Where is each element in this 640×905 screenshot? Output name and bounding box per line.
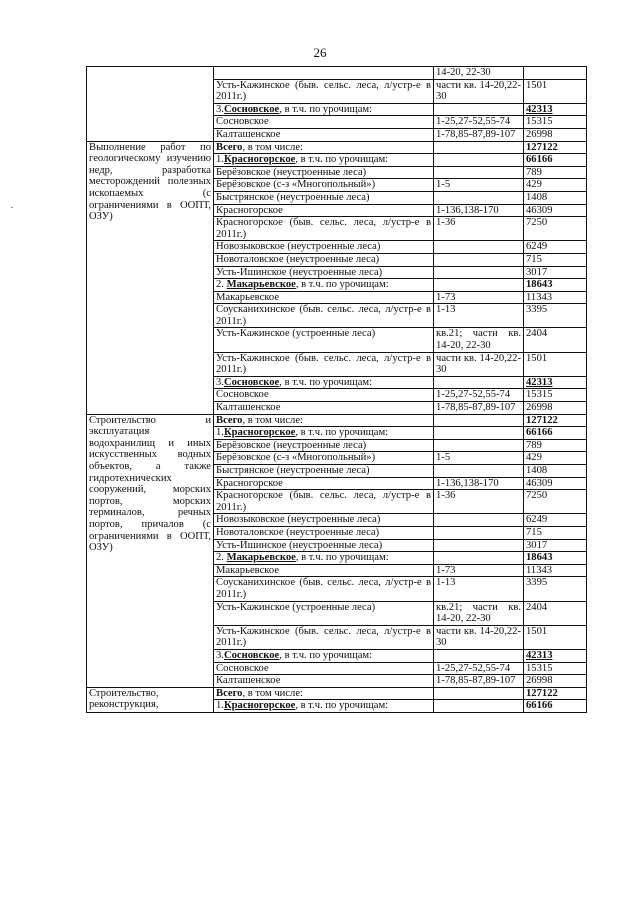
quarter-numbers-cell: 1-36	[434, 217, 524, 241]
margin-mark: ·	[10, 202, 14, 214]
quarter-numbers-cell	[434, 439, 524, 452]
forest-name-cell	[214, 103, 434, 116]
area-ha-cell: 715	[524, 526, 587, 539]
forest-name-cell: Красногорское (быв. сельс. леса, л/устр-е в 2011г.)	[214, 490, 434, 514]
area-ha-cell: 2404	[524, 601, 587, 625]
forest-name-cell: Усть-Ишинское (неустроенные леса)	[214, 539, 434, 552]
quarter-numbers-cell: 1-36	[434, 490, 524, 514]
quarter-numbers-cell	[434, 552, 524, 565]
area-ha-cell: 18643	[524, 552, 587, 565]
quarter-numbers-cell: 1-13	[434, 577, 524, 601]
area-ha-cell: 127122	[524, 414, 587, 427]
forest-district-suffix: , в т.ч. по урочищам:	[279, 649, 373, 661]
quarter-numbers-cell: 1-5	[434, 179, 524, 192]
quarter-numbers-cell	[434, 526, 524, 539]
forest-name-cell: Сосновское	[214, 389, 434, 402]
forest-name-cell: Быстрянское (неустроенные леса)	[214, 191, 434, 204]
quarter-numbers-cell	[434, 241, 524, 254]
quarter-numbers-cell	[434, 465, 524, 478]
forest-name-cell	[214, 414, 434, 427]
forest-name-cell	[214, 67, 434, 80]
quarter-numbers-cell	[434, 700, 524, 713]
forest-district-name: Сосновское	[223, 376, 280, 388]
area-ha-cell: 1501	[524, 79, 587, 103]
forest-name-cell: Новоталовское (неустроенные леса)	[214, 253, 434, 266]
item-number: 1.	[216, 427, 224, 439]
quarter-numbers-cell: 1-13	[434, 304, 524, 328]
area-ha-cell: 42313	[524, 376, 587, 389]
area-ha-cell: 3395	[524, 304, 587, 328]
forest-name-cell: Макарьевское	[214, 291, 434, 304]
activity-type-cell: Строительство и эксплуатация водохранилищ и иных искусственных водных объектов, а также гидротехнических сооружений, морских портов, морских терминалов, речных портов, причалов (с ограничениями в ООПТ, ОЗУ)	[87, 414, 214, 687]
quarter-numbers-cell	[434, 141, 524, 154]
forest-name-cell: Усть-Кажинское (устроенные леса)	[214, 601, 434, 625]
area-ha-cell: 15315	[524, 662, 587, 675]
forest-name-cell	[214, 700, 434, 713]
forest-name-cell: Усть-Ишинское (неустроенные леса)	[214, 266, 434, 279]
item-number: 2.	[216, 279, 227, 291]
activity-type-cell: Выполнение работ по геологическому изучению недр, разработка месторождений полезных ископаемых (с ограничениями в ООПТ, ОЗУ)	[87, 141, 214, 414]
area-ha-cell: 127122	[524, 687, 587, 700]
quarter-numbers-cell	[434, 514, 524, 527]
area-ha-cell: 42313	[524, 649, 587, 662]
area-ha-cell: 2404	[524, 328, 587, 352]
forest-name-cell: Берёзовское (неустроенные леса)	[214, 439, 434, 452]
quarter-numbers-cell: 14-20, 22-30	[434, 67, 524, 80]
quarter-numbers-cell	[434, 279, 524, 292]
forest-name-cell: Соусканихинское (быв. сельс. леса, л/устр-е в 2011г.)	[214, 304, 434, 328]
forest-district-name: Красногорское	[223, 154, 296, 166]
quarter-numbers-cell	[434, 427, 524, 440]
forest-district-suffix: , в т.ч. по урочищам:	[295, 154, 389, 166]
forest-name-cell	[214, 154, 434, 167]
quarter-numbers-cell: 1-25,27-52,55-74	[434, 116, 524, 129]
forest-name-cell: Макарьевское	[214, 564, 434, 577]
area-ha-cell: 1408	[524, 465, 587, 478]
area-ha-cell: 15315	[524, 389, 587, 402]
forest-district-name: Всего	[216, 141, 243, 153]
quarter-numbers-cell: 1-136,138-170	[434, 204, 524, 217]
area-ha-cell: 26998	[524, 402, 587, 415]
forest-district-name: Сосновское	[223, 103, 280, 115]
forest-district-name: Всего	[216, 687, 243, 699]
area-ha-cell: 3017	[524, 539, 587, 552]
forest-name-cell	[214, 552, 434, 565]
forest-name-cell: Берёзовское (с-з «Многопольный»)	[214, 452, 434, 465]
forest-name-cell: Усть-Кажинское (быв. сельс. леса, л/устр-е в 2011г.)	[214, 625, 434, 649]
quarter-numbers-cell: части кв. 14-20,22-30	[434, 352, 524, 376]
table-row	[87, 67, 587, 80]
forest-name-cell: Калташенское	[214, 128, 434, 141]
quarter-numbers-cell	[434, 253, 524, 266]
forest-district-suffix: , в т.ч. по урочищам:	[279, 103, 373, 115]
forest-district-suffix: , в т.ч. по урочищам:	[295, 427, 389, 439]
forest-district-name: Макарьевское	[226, 552, 296, 564]
area-ha-cell: 11343	[524, 291, 587, 304]
quarter-numbers-cell: части кв. 14-20,22-30	[434, 625, 524, 649]
forest-name-cell: Усть-Кажинское (устроенные леса)	[214, 328, 434, 352]
area-ha-cell: 42313	[524, 103, 587, 116]
forest-district-suffix: , в том числе:	[242, 414, 303, 426]
forest-district-suffix: , в том числе:	[242, 687, 303, 699]
quarter-numbers-cell: 1-25,27-52,55-74	[434, 389, 524, 402]
item-number: 1.	[216, 700, 224, 712]
forest-name-cell: Усть-Кажинское (быв. сельс. леса, л/устр-е в 2011г.)	[214, 352, 434, 376]
quarter-numbers-cell	[434, 414, 524, 427]
table-body	[87, 67, 587, 713]
forest-name-cell	[214, 687, 434, 700]
forest-district-suffix: , в т.ч. по урочищам:	[295, 279, 389, 291]
forest-name-cell	[214, 376, 434, 389]
forest-district-name: Макарьевское	[226, 279, 296, 291]
forest-name-cell: Усть-Кажинское (быв. сельс. леса, л/устр-е в 2011г.)	[214, 79, 434, 103]
area-ha-cell: 789	[524, 439, 587, 452]
forest-district-name: Сосновское	[223, 649, 280, 661]
area-ha-cell: 46309	[524, 477, 587, 490]
forest-name-cell: Калташенское	[214, 402, 434, 415]
area-ha-cell: 7250	[524, 217, 587, 241]
forest-name-cell: Новоталовское (неустроенные леса)	[214, 526, 434, 539]
item-number: 3.	[216, 103, 224, 115]
quarter-numbers-cell: кв.21; части кв. 14-20, 22-30	[434, 601, 524, 625]
forest-name-cell: Новозыковское (неустроенные леса)	[214, 514, 434, 527]
area-ha-cell: 1501	[524, 352, 587, 376]
quarter-numbers-cell: 1-73	[434, 291, 524, 304]
forest-name-cell	[214, 279, 434, 292]
area-ha-cell: 3395	[524, 577, 587, 601]
area-ha-cell: 66166	[524, 700, 587, 713]
area-ha-cell: 3017	[524, 266, 587, 279]
page-number: 26	[313, 45, 327, 60]
forest-district-name: Красногорское	[223, 427, 296, 439]
area-ha-cell: 1408	[524, 191, 587, 204]
area-ha-cell: 715	[524, 253, 587, 266]
area-ha-cell: 1501	[524, 625, 587, 649]
item-number: 3.	[216, 376, 224, 388]
area-ha-cell: 6249	[524, 241, 587, 254]
quarter-numbers-cell: 1-136,138-170	[434, 477, 524, 490]
table-row	[87, 141, 587, 154]
forest-name-cell: Соусканихинское (быв. сельс. леса, л/устр-е в 2011г.)	[214, 577, 434, 601]
area-ha-cell: 46309	[524, 204, 587, 217]
table-row	[87, 687, 587, 700]
forest-name-cell: Новозыковское (неустроенные леса)	[214, 241, 434, 254]
land-use-table	[86, 66, 587, 713]
quarter-numbers-cell: 1-73	[434, 564, 524, 577]
table-row	[87, 414, 587, 427]
area-ha-cell: 429	[524, 179, 587, 192]
area-ha-cell: 6249	[524, 514, 587, 527]
quarter-numbers-cell	[434, 103, 524, 116]
quarter-numbers-cell	[434, 687, 524, 700]
area-ha-cell: 789	[524, 166, 587, 179]
forest-name-cell: Красногорское	[214, 477, 434, 490]
quarter-numbers-cell: 1-78,85-87,89-107	[434, 675, 524, 688]
quarter-numbers-cell: кв.21; части кв. 14-20, 22-30	[434, 328, 524, 352]
forest-name-cell: Берёзовское (с-з «Многопольный»)	[214, 179, 434, 192]
forest-district-suffix: , в том числе:	[242, 141, 303, 153]
quarter-numbers-cell	[434, 154, 524, 167]
activity-type-cell: Строительство, реконструкция,	[87, 687, 214, 712]
forest-name-cell: Калташенское	[214, 675, 434, 688]
quarter-numbers-cell: 1-25,27-52,55-74	[434, 662, 524, 675]
quarter-numbers-cell	[434, 649, 524, 662]
quarter-numbers-cell	[434, 166, 524, 179]
forest-district-suffix: , в т.ч. по урочищам:	[295, 552, 389, 564]
forest-district-suffix: , в т.ч. по урочищам:	[279, 376, 373, 388]
forest-district-suffix: , в т.ч. по урочищам:	[295, 700, 389, 712]
area-ha-cell: 15315	[524, 116, 587, 129]
quarter-numbers-cell: 1-78,85-87,89-107	[434, 128, 524, 141]
area-ha-cell	[524, 67, 587, 80]
quarter-numbers-cell	[434, 539, 524, 552]
quarter-numbers-cell: 1-5	[434, 452, 524, 465]
item-number: 2.	[216, 552, 227, 564]
item-number: 1.	[216, 154, 224, 166]
area-ha-cell: 127122	[524, 141, 587, 154]
forest-name-cell	[214, 649, 434, 662]
activity-type-cell	[87, 67, 214, 142]
forest-district-name: Красногорское	[223, 700, 296, 712]
forest-name-cell: Красногорское	[214, 204, 434, 217]
quarter-numbers-cell	[434, 266, 524, 279]
area-ha-cell: 66166	[524, 427, 587, 440]
forest-name-cell: Быстрянское (неустроенные леса)	[214, 465, 434, 478]
item-number: 3.	[216, 649, 224, 661]
forest-name-cell: Берёзовское (неустроенные леса)	[214, 166, 434, 179]
area-ha-cell: 26998	[524, 128, 587, 141]
area-ha-cell: 429	[524, 452, 587, 465]
forest-name-cell: Сосновское	[214, 116, 434, 129]
forest-name-cell	[214, 141, 434, 154]
quarter-numbers-cell	[434, 376, 524, 389]
quarter-numbers-cell: части кв. 14-20,22-30	[434, 79, 524, 103]
forest-name-cell	[214, 427, 434, 440]
forest-district-name: Всего	[216, 414, 243, 426]
quarter-numbers-cell	[434, 191, 524, 204]
area-ha-cell: 11343	[524, 564, 587, 577]
forest-name-cell: Красногорское (быв. сельс. леса, л/устр-е в 2011г.)	[214, 217, 434, 241]
area-ha-cell: 26998	[524, 675, 587, 688]
quarter-numbers-cell: 1-78,85-87,89-107	[434, 402, 524, 415]
area-ha-cell: 66166	[524, 154, 587, 167]
area-ha-cell: 7250	[524, 490, 587, 514]
forest-name-cell: Сосновское	[214, 662, 434, 675]
area-ha-cell: 18643	[524, 279, 587, 292]
